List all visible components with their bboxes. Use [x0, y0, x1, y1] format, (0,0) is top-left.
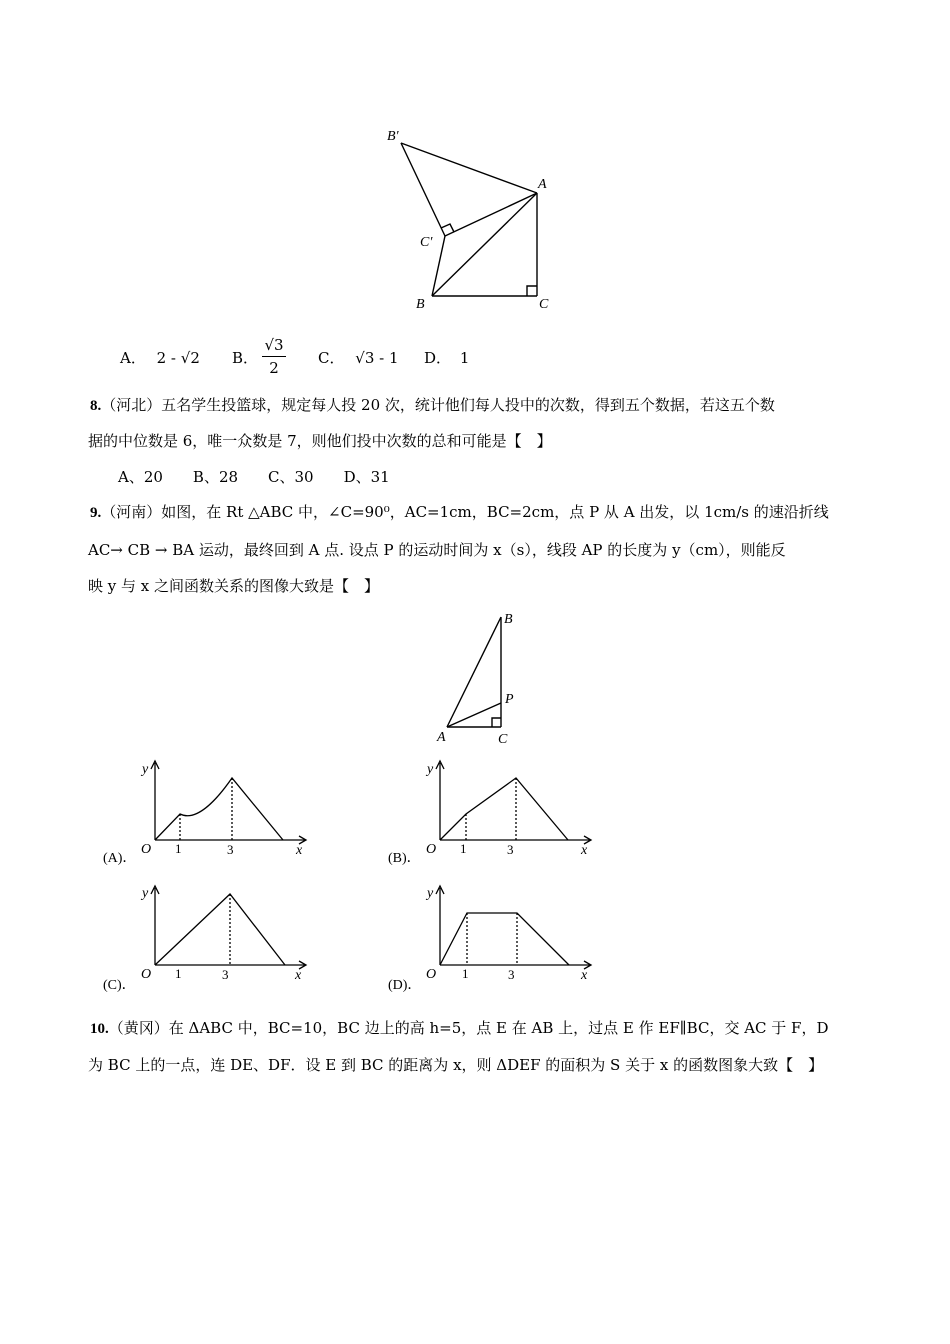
q9-line-1: [90, 502, 829, 523]
graph-c-tick-3: 3: [222, 967, 229, 982]
q10-number: 10.: [90, 1021, 109, 1037]
graph-b-o: O: [426, 842, 437, 857]
q8-options: A、20 B、28 C、30 D、31: [118, 468, 390, 486]
q7-figure: [380, 118, 570, 318]
tri-label-c: C: [498, 732, 508, 747]
graph-a-tick-1: 1: [175, 841, 182, 856]
graph-b-tick-3: 3: [507, 842, 514, 857]
label-b-prime: B′: [387, 129, 399, 144]
graph-b: [385, 755, 600, 873]
graph-a-y: y: [142, 762, 149, 777]
q8-text-1: （河北）五名学生投篮球，规定每人投 20 次，统计他们每人投中的次数，得到五个数据，若这五个数: [101, 396, 775, 414]
graph-a-tick-3: 3: [227, 842, 234, 857]
option-a-label: A．: [120, 349, 146, 367]
graph-c-o: O: [141, 967, 152, 982]
graph-c-x: x: [295, 968, 302, 983]
q7-option-b-fraction: [262, 336, 286, 377]
label-b: B: [416, 297, 425, 312]
graph-b-caption: (B)．: [388, 851, 421, 866]
q8-number: 8.: [90, 398, 102, 414]
option-a-value: 2 - √2: [156, 349, 200, 367]
graph-d-y: y: [427, 886, 434, 901]
graph-b-tick-1: 1: [460, 841, 467, 856]
graph-d-tick-3: 3: [508, 967, 515, 982]
label-a: A: [538, 177, 547, 192]
graph-c-caption: (C)．: [103, 978, 136, 993]
graph-d: [385, 880, 600, 998]
graph-c-y: y: [142, 886, 149, 901]
fraction-numerator: √3: [264, 336, 284, 354]
q9-triangle-figure: [430, 605, 530, 750]
graph-b-y: y: [427, 762, 434, 777]
option-c-value: √3 - 1: [355, 349, 399, 367]
graph-d-tick-1: 1: [462, 966, 469, 981]
tri-label-b: B: [504, 612, 513, 627]
q7-option-b-label: B．: [232, 349, 259, 367]
option-d-value: 1: [459, 349, 470, 367]
graph-d-o: O: [426, 967, 437, 982]
q7-option-a: [120, 348, 200, 368]
label-c-prime: C′: [420, 235, 433, 250]
tri-label-p: P: [505, 692, 514, 707]
graph-a-o: O: [141, 842, 152, 857]
fraction-denominator: 2: [269, 359, 279, 377]
graph-d-caption: (D)．: [388, 978, 422, 993]
q8-line-1: [90, 395, 775, 416]
label-c: C: [539, 297, 549, 312]
q10-line-1: [90, 1018, 829, 1039]
q10-line-2: 为 BC 上的一点，连 DE、DF．设 E 到 BC 的距离为 x，则 ΔDEF 的面积为 S 关于 x 的函数图象大致【 】: [88, 1056, 824, 1074]
option-d-label: D．: [424, 349, 452, 367]
graph-b-x: x: [581, 843, 588, 858]
tri-label-a: A: [437, 730, 446, 745]
graph-a-x: x: [296, 843, 303, 858]
graph-d-x: x: [581, 968, 588, 983]
q9-line-2: AC→ CB → BA 运动，最终回到 A 点. 设点 P 的运动时间为 x（s），线段 AP 的长度为 y（cm），则能反: [88, 541, 786, 559]
graph-a: [100, 755, 315, 873]
graph-c: [100, 880, 315, 998]
q10-text-1: （黄冈）在 ΔABC 中，BC=10，BC 边上的高 h=5，点 E 在 AB 上，过点 E 作 EF∥BC，交 AC 于 F，D: [108, 1019, 829, 1037]
q7-option-c: [318, 348, 399, 368]
graph-a-caption: (A)．: [103, 851, 137, 866]
option-c-label: C．: [318, 349, 345, 367]
graph-c-tick-1: 1: [175, 966, 182, 981]
q9-line-3: 映 y 与 x 之间函数关系的图像大致是【 】: [88, 577, 380, 595]
q9-text-1: （河南）如图，在 Rt △ABC 中，∠C=90⁰，AC=1cm，BC=2cm，点 P 从 A 出发，以 1cm/s 的速沿折线: [101, 503, 829, 521]
q7-option-d: [424, 348, 469, 368]
q9-number: 9.: [90, 505, 102, 521]
q8-line-2: 据的中位数是 6，唯一众数是 7，则他们投中次数的总和可能是【 】: [88, 432, 552, 450]
